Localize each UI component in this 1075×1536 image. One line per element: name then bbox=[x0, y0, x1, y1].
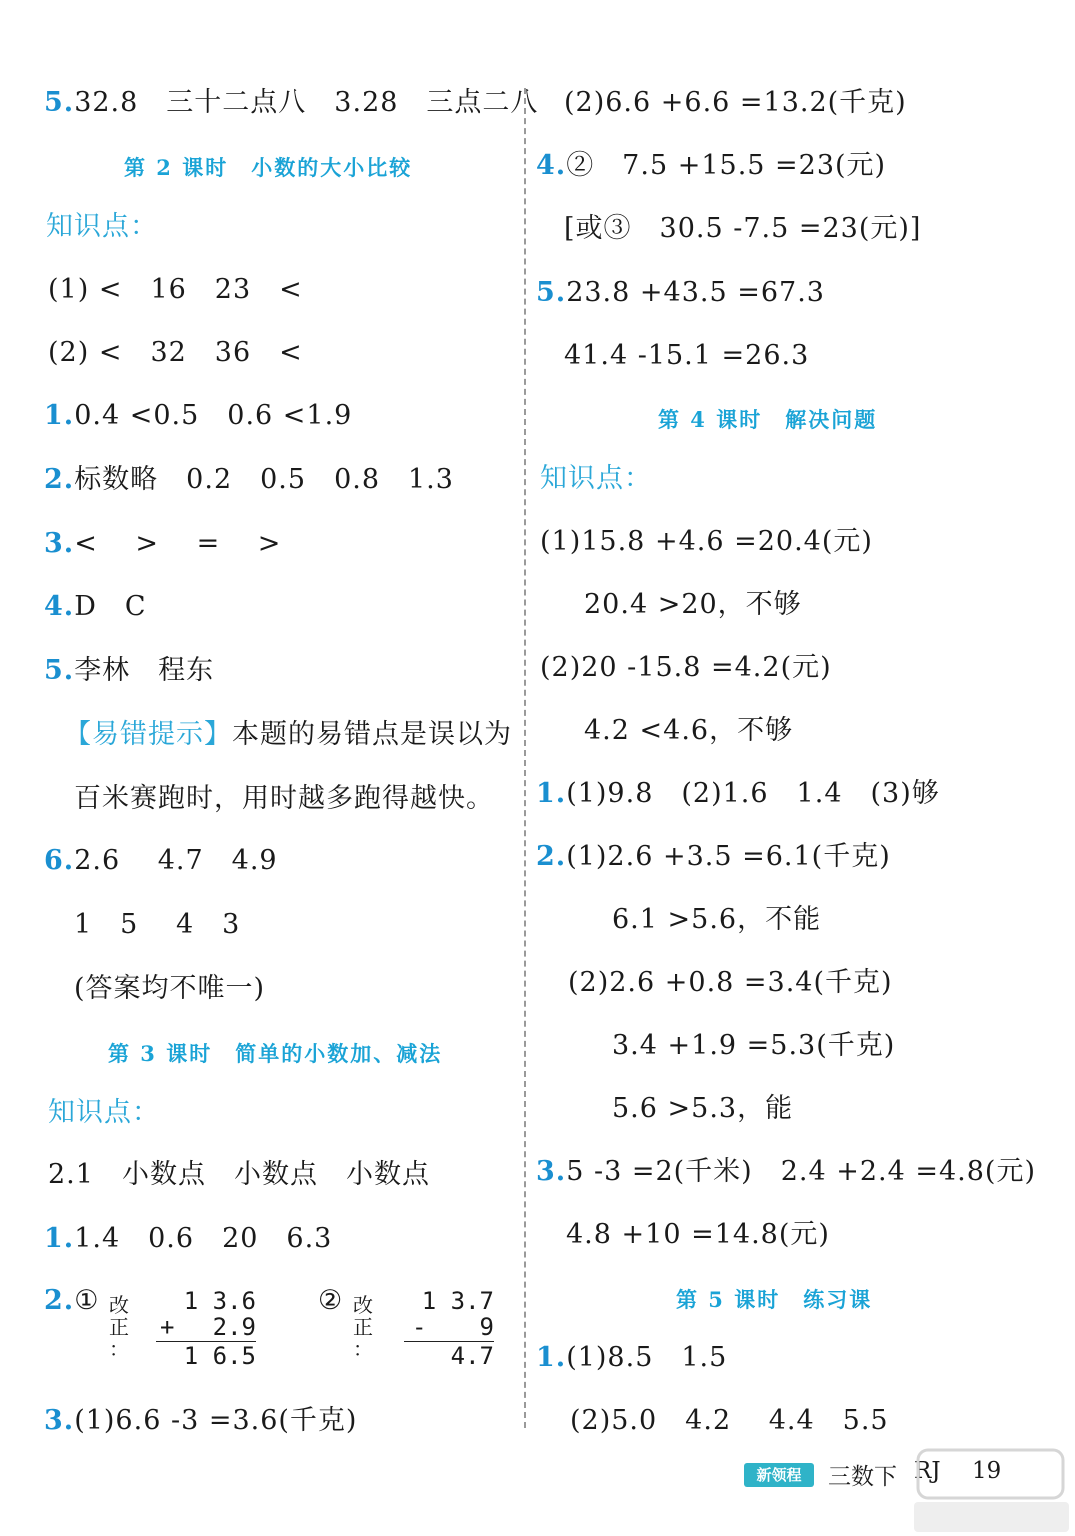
answer-line: (2) < 32 36 < bbox=[48, 337, 303, 368]
item-number: 1. bbox=[44, 400, 75, 431]
answer-line: 5.6 >5.3，能 bbox=[612, 1093, 794, 1124]
answer-line: 6.1 >5.6，不能 bbox=[612, 904, 822, 935]
answer-text: 2.6 4.7 4.9 bbox=[74, 845, 278, 876]
subject-label: 三数下 bbox=[828, 1464, 897, 1490]
answer-text: 1.4 0.6 20 6.3 bbox=[74, 1223, 333, 1254]
answer-line: (2)20 -15.8 =4.2(元) bbox=[540, 652, 832, 683]
answer-text: 23.8 +43.5 =67.3 bbox=[566, 277, 825, 308]
vertical-calc-2 bbox=[404, 1288, 494, 1369]
item-number: 5. bbox=[536, 277, 567, 308]
error-tip-line: 百米赛跑时，用时越多跑得越快。 bbox=[74, 783, 494, 814]
section-heading: 第 4 课时 解决问题 bbox=[658, 407, 878, 432]
item-number: 4. bbox=[44, 591, 75, 622]
correction-char: 正 bbox=[109, 1315, 129, 1339]
item-number: 1. bbox=[536, 778, 567, 809]
answer-line bbox=[44, 463, 454, 497]
calc-operator: + bbox=[160, 1313, 175, 1341]
item-number: 5. bbox=[44, 655, 75, 686]
answer-line bbox=[44, 1284, 99, 1318]
answer-text: < > = > bbox=[74, 528, 282, 559]
item-number: 3. bbox=[536, 1156, 567, 1187]
correction-label bbox=[108, 1294, 130, 1360]
answer-line: 1 5 4 3 bbox=[74, 909, 241, 940]
answer-line bbox=[536, 1341, 727, 1375]
calc-operand: 1 3.6 bbox=[183, 1287, 256, 1315]
answer-line: 2.1 小数点 小数点 小数点 bbox=[48, 1159, 430, 1190]
answer-line bbox=[536, 777, 940, 811]
item-number: 2. bbox=[44, 1285, 75, 1316]
item-number: 1. bbox=[536, 1342, 567, 1373]
item-number: 6. bbox=[44, 845, 75, 876]
correction-label bbox=[352, 1294, 374, 1360]
answer-line bbox=[536, 840, 891, 874]
answer-line: 4.8 +10 =14.8(元) bbox=[566, 1219, 830, 1250]
item-number: 2. bbox=[44, 464, 75, 495]
page-number: 19 bbox=[972, 1458, 1002, 1484]
answer-line: ② bbox=[318, 1285, 344, 1316]
item-number: 2. bbox=[536, 841, 567, 872]
answer-line: 20.4 >20，不够 bbox=[584, 589, 802, 620]
section-heading: 第 5 课时 练习课 bbox=[676, 1287, 873, 1312]
circle-one: ① bbox=[74, 1285, 100, 1316]
item-number: 5. bbox=[44, 87, 75, 118]
answer-line bbox=[44, 590, 147, 624]
watermark-logo bbox=[908, 1442, 1073, 1536]
answer-text: (1)8.5 1.5 bbox=[566, 1342, 728, 1373]
brand-badge: 新领程 bbox=[744, 1463, 814, 1487]
answer-line bbox=[44, 1404, 357, 1438]
section-heading: 第 3 课时 简单的小数加、减法 bbox=[108, 1041, 443, 1066]
answer-line: (2)2.6 +0.8 =3.4(千克) bbox=[568, 967, 893, 998]
answer-text: ② 7.5 +15.5 =23(元) bbox=[566, 150, 887, 181]
calc-operand: 1 3.7 bbox=[421, 1287, 494, 1315]
answer-text: (1)2.6 +3.5 =6.1(千克) bbox=[566, 841, 891, 872]
edition-label: RJ bbox=[914, 1458, 941, 1484]
answer-line: [或③ 30.5 -7.5 =23(元)] bbox=[564, 213, 922, 244]
answer-line: (2)6.6 +6.6 =13.2(千克) bbox=[564, 87, 907, 118]
calc-result: 4.7 bbox=[450, 1342, 494, 1370]
correction-char: ： bbox=[353, 1337, 373, 1361]
vertical-calc-1 bbox=[156, 1288, 256, 1369]
correction-char: 改 bbox=[109, 1293, 129, 1317]
answer-line bbox=[44, 86, 538, 120]
error-tip-label: 【易错提示】 bbox=[64, 719, 232, 750]
knowledge-point-label: 知识点： bbox=[48, 1097, 160, 1128]
answer-line: (2)5.0 4.2 4.4 5.5 bbox=[570, 1405, 889, 1436]
item-number: 3. bbox=[44, 528, 75, 559]
answer-line: (1) < 16 23 < bbox=[48, 274, 303, 305]
answer-text: 5 -3 =2(千米) 2.4 +2.4 =4.8(元) bbox=[566, 1156, 1036, 1187]
answer-line bbox=[44, 399, 352, 433]
answer-line bbox=[44, 1222, 332, 1256]
answer-text: 本题的易错点是误以为 bbox=[232, 719, 512, 750]
calc-operand: 2.9 bbox=[212, 1313, 256, 1341]
correction-char: 正 bbox=[353, 1315, 373, 1339]
correction-char: ： bbox=[109, 1337, 129, 1361]
answer-line: 4.2 <4.6，不够 bbox=[584, 715, 794, 746]
answer-text: 李林 程东 bbox=[74, 655, 215, 686]
answer-text: (1)9.8 (2)1.6 1.4 (3)够 bbox=[566, 778, 940, 809]
knowledge-point-label: 知识点： bbox=[540, 463, 652, 494]
answer-line bbox=[44, 527, 281, 561]
answer-line: 3.4 +1.9 =5.3(千克) bbox=[612, 1030, 896, 1061]
answer-line bbox=[536, 1155, 1036, 1189]
error-tip-line bbox=[64, 718, 512, 752]
answer-text: D C bbox=[74, 591, 147, 622]
answer-line bbox=[536, 276, 825, 310]
knowledge-point-label: 知识点： bbox=[46, 211, 158, 242]
calc-operand: 9 bbox=[479, 1313, 494, 1341]
answer-line: (答案均不唯一) bbox=[74, 973, 266, 1004]
column-divider bbox=[524, 88, 526, 1428]
item-number: 3. bbox=[44, 1405, 75, 1436]
answer-line: (1)15.8 +4.6 =20.4(元) bbox=[540, 526, 873, 557]
answer-text: 标数略 0.2 0.5 0.8 1.3 bbox=[74, 464, 454, 495]
item-number: 4. bbox=[536, 150, 567, 181]
answer-line bbox=[44, 844, 278, 878]
calc-operator: - bbox=[412, 1313, 427, 1341]
answer-text: (1)6.6 -3 =3.6(千克) bbox=[74, 1405, 358, 1436]
calc-result: 1 6.5 bbox=[183, 1342, 256, 1370]
item-number: 1. bbox=[44, 1223, 75, 1254]
answer-line bbox=[44, 654, 214, 688]
section-heading: 第 2 课时 小数的大小比较 bbox=[124, 155, 413, 180]
answer-text: 32.8 三十二点八 3.28 三点二八 bbox=[74, 87, 539, 118]
correction-char: 改 bbox=[353, 1293, 373, 1317]
answer-line bbox=[536, 149, 886, 183]
answer-line: 41.4 -15.1 =26.3 bbox=[564, 340, 810, 371]
answer-text: 0.4 <0.5 0.6 <1.9 bbox=[74, 400, 353, 431]
